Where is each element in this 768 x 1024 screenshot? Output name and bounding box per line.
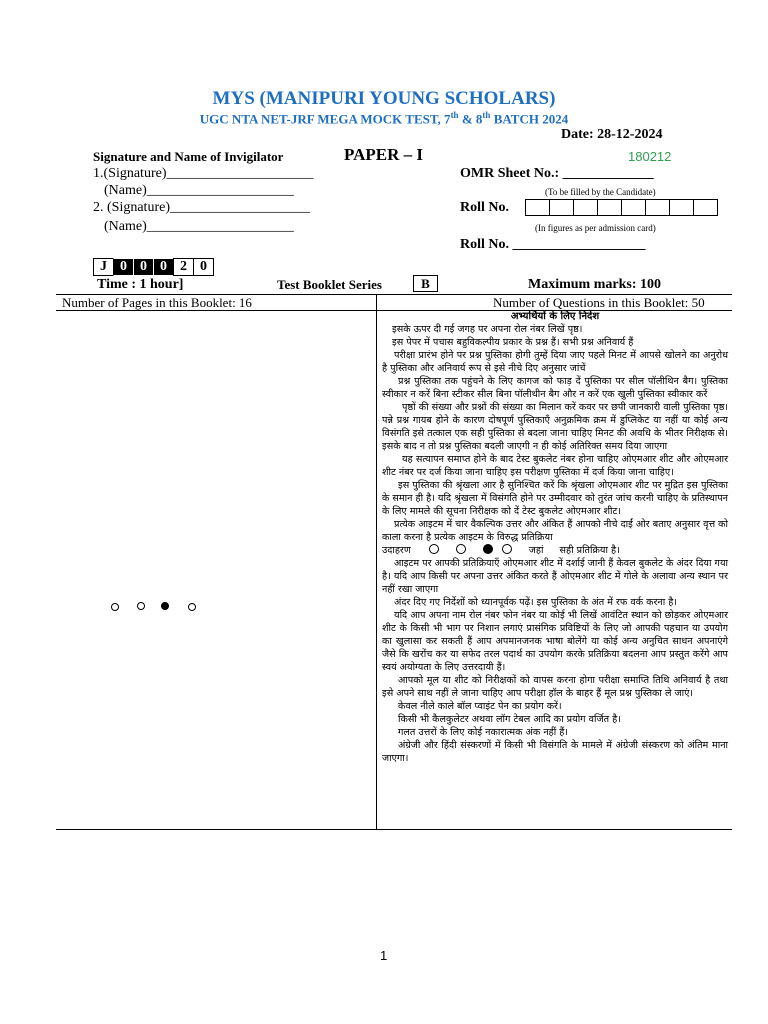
instruction-item: इसके ऊपर दी गई जगह पर अपना रोल नंबर लिखें पृष्ठ। <box>392 324 583 335</box>
booklet-code <box>94 258 214 276</box>
roll-number-note: (In figures as per admission card) <box>535 223 656 233</box>
booklet-code-char: 0 <box>153 258 174 276</box>
sample-bubble-empty-icon <box>137 602 145 610</box>
instruction-item: आइटम पर आपकी प्रतिक्रियाएँ ओएमआर शीट में दर्शाई जानी हैं केवल बुकलेट के अंदर दिया गया है। यदि आप किसी पर अपना उत्तर अंकित करते हैं ओएमआर शीट में गोले के अलावा अन्य स्थान पर नहीं रखा जाएगा <box>382 558 728 595</box>
instruction-item: यदि आप अपना नाम रोल नंबर फोन नंबर या कोई भी लिखें आवंटित स्थान को छोड़कर ओएमआर शीट के किसी भी भाग पर निशान लगाएं प्रासंगिक प्रविष्टियों के लिए जो आपकी पहचान या उपयोग का खुलासा कर सकती हैं आप अपमानजनक भाषा बोलेंगे या कोई अन्य अनुचित साधन अपनाएंगे जैसे कि खरोंच कर या सफेद तरल पदार्थ का उपयोग करके प्रतिक्रिया बदलना आप प्रस्तुत करेंगे आप स्वयं अयोग्यता के लिए उत्तरदायी हैं। <box>382 610 728 673</box>
invigilator-signature-1: 1.(Signature)_____________________ <box>93 166 314 181</box>
instruction-item: प्रत्येक आइटम में चार वैकल्पिक उत्तर और अंकित हैं आपको नीचे दाईं ओर बताए अनुसार वृत्त को काला करना है प्रत्येक आइटम के विरुद्ध प्रतिक्रिया <box>382 519 728 543</box>
instruction-item: पृष्ठों की संख्या और प्रश्नों की संख्या का मिलान करें कवर पर छपी जानकारी वाली पुस्तिका पृष्ठ। पन्ने प्रश्न गायब होने के कारण दोषपूर्ण पुस्तिकाएँ अनुक्रमिक क्रम में डुप्लिकेट या नहीं या कोई अन्य विसंगति इसे तत्काल एक सही पुस्तिका से बदला जाना चाहिए मिनट की अवधि के भीतर निरीक्षक से। इसके बाद न तो प्रश्न पुस्तिका बदली जाएगी न ही कोई अतिरिक्त समय दिया जाएगा <box>382 402 728 452</box>
example-bubble-empty-icon <box>429 544 439 554</box>
instruction-item: केवल नीले काले बॉल प्वाइंट पेन का प्रयोग करें। <box>398 701 562 712</box>
instruction-item: अंदर दिए गए निर्देशों को ध्यानपूर्वक पढ़ें। इस पुस्तिका के अंत में रफ वर्क करना है। <box>394 597 678 608</box>
number-of-pages: Number of Pages in this Booklet: 16 <box>62 295 252 310</box>
instruction-item: यह सत्यापन समाप्त होने के बाद टेस्ट बुकलेट नंबर होना चाहिए ओएमआर शीट और ओएमआर शीट नंबर पर दर्ज किया जाना चाहिए इस परीक्षण पुस्तिका में दर्ज किया जाना चाहिए। <box>382 454 728 478</box>
instruction-item: अंग्रेजी और हिंदी संस्करणों में किसी भी विसंगति के मामले में अंग्रेजी संस्करण को अंतिम माना जाएगा। <box>382 740 728 764</box>
booklet-code-char: 0 <box>133 258 154 276</box>
instruction-example: उदाहरण जहां सही प्रतिक्रिया है। <box>382 545 620 556</box>
invigilator-name-1: (Name)_____________________ <box>104 183 294 198</box>
instruction-item: परीक्षा प्रारंभ होने पर प्रश्न पुस्तिका होगी तुम्हें दिया जाए पहले मिनट में आपसे खोलने का अनुरोध है पुस्तिका और अनिवार्य रूप से इसे नीचे दिए अनुसार जांचें <box>382 350 728 374</box>
test-booklet-series-box: B <box>413 275 438 293</box>
column-divider <box>376 294 377 829</box>
example-bubble-empty-icon <box>502 544 512 554</box>
instruction-item: इस पुस्तिका की श्रृंखला आर है सुनिश्चित करें कि श्रृंखला ओएमआर शीट पर मुद्रित इस पुस्तिका के समान ही है। यदि श्रृंखला में विसंगति होने पर उम्मीदवार को तुरंत जांच करनी चाहिए के प्रतिस्थापन के लिए मामले की सूचना निरीक्षक को दें टेस्ट बुकलेट ओएमआर शीट। <box>382 480 728 517</box>
booklet-code-char: 0 <box>113 258 134 276</box>
instruction-item: इस पेपर में पचास बहुविकल्पीय प्रकार के प्रश्न हैं। सभी प्रश्न अनिवार्य हैं <box>392 337 634 348</box>
institute-title: MYS (MANIPURI YOUNG SCHOLARS) <box>212 88 556 109</box>
roll-number-boxes[interactable] <box>526 199 718 216</box>
instructions-column <box>382 310 728 765</box>
booklet-code-char: 0 <box>193 258 214 276</box>
instruction-item: गलत उत्तरों के लिए कोई नकारात्मक अंक नहीं हैं। <box>398 727 569 738</box>
omr-note: (To be filled by the Candidate) <box>545 187 656 197</box>
booklet-serial-number: 180212 <box>628 149 672 164</box>
invigilator-heading: Signature and Name of Invigilator <box>93 149 284 164</box>
booklet-code-char: 2 <box>173 258 194 276</box>
exam-date: Date: 28-12-2024 <box>561 127 663 142</box>
sample-bubble-empty-icon <box>111 603 119 611</box>
roll-number-words-label: Roll No. ___________________ <box>460 237 646 252</box>
instruction-item: आपको मूल या शीट को निरीक्षकों को वापस करना होगा परीक्षा समाप्ति तिथि अनिवार्य है तथा इसे अपने साथ नहीं ले जाना चाहिए आप परीक्षा हॉल के बाहर हैं मूल प्रश्न पुस्तिका ले जाएं। <box>382 675 728 699</box>
example-bubble-empty-icon <box>456 544 466 554</box>
sample-bubble-filled-icon <box>161 602 169 610</box>
omr-sheet-label: OMR Sheet No.: _____________ <box>460 166 654 181</box>
page-number: 1 <box>380 948 388 963</box>
maximum-marks: Maximum marks: 100 <box>528 277 661 292</box>
example-bubble-filled-icon <box>483 544 493 554</box>
invigilator-name-2: (Name)_____________________ <box>104 219 294 234</box>
paper-title: PAPER – I <box>344 145 424 164</box>
number-of-questions: Number of Questions in this Booklet: 50 <box>493 295 705 310</box>
roll-number-label: Roll No. <box>460 200 509 215</box>
test-booklet-series-label: Test Booklet Series <box>277 277 382 292</box>
invigilator-signature-2: 2. (Signature)____________________ <box>93 200 310 215</box>
table-bottom-rule <box>56 829 732 830</box>
sample-bubble-empty-icon <box>188 603 196 611</box>
test-subtitle: UGC NTA NET-JRF MEGA MOCK TEST, 7th & 8th BATCH 2024 <box>199 110 569 127</box>
instruction-item: प्रश्न पुस्तिका तक पहुंचने के लिए कागज को फाड़ दें पुस्तिका पर सील पॉलीथिन बैग। पुस्तिका स्वीकार न करें बिना स्टीकर सील बिना पॉलीथीन बैग और न करें एक खुली पुस्तिका स्वीकार करें <box>382 376 728 400</box>
time-label: Time : 1 hour] <box>97 277 184 292</box>
booklet-code-char: J <box>93 258 114 276</box>
instruction-item: किसी भी कैलकुलेटर अथवा लॉग टेबल आदि का प्रयोग वर्जित है। <box>398 714 621 725</box>
instructions-heading: अभ्यर्थियों के लिए निर्देश <box>510 311 600 322</box>
